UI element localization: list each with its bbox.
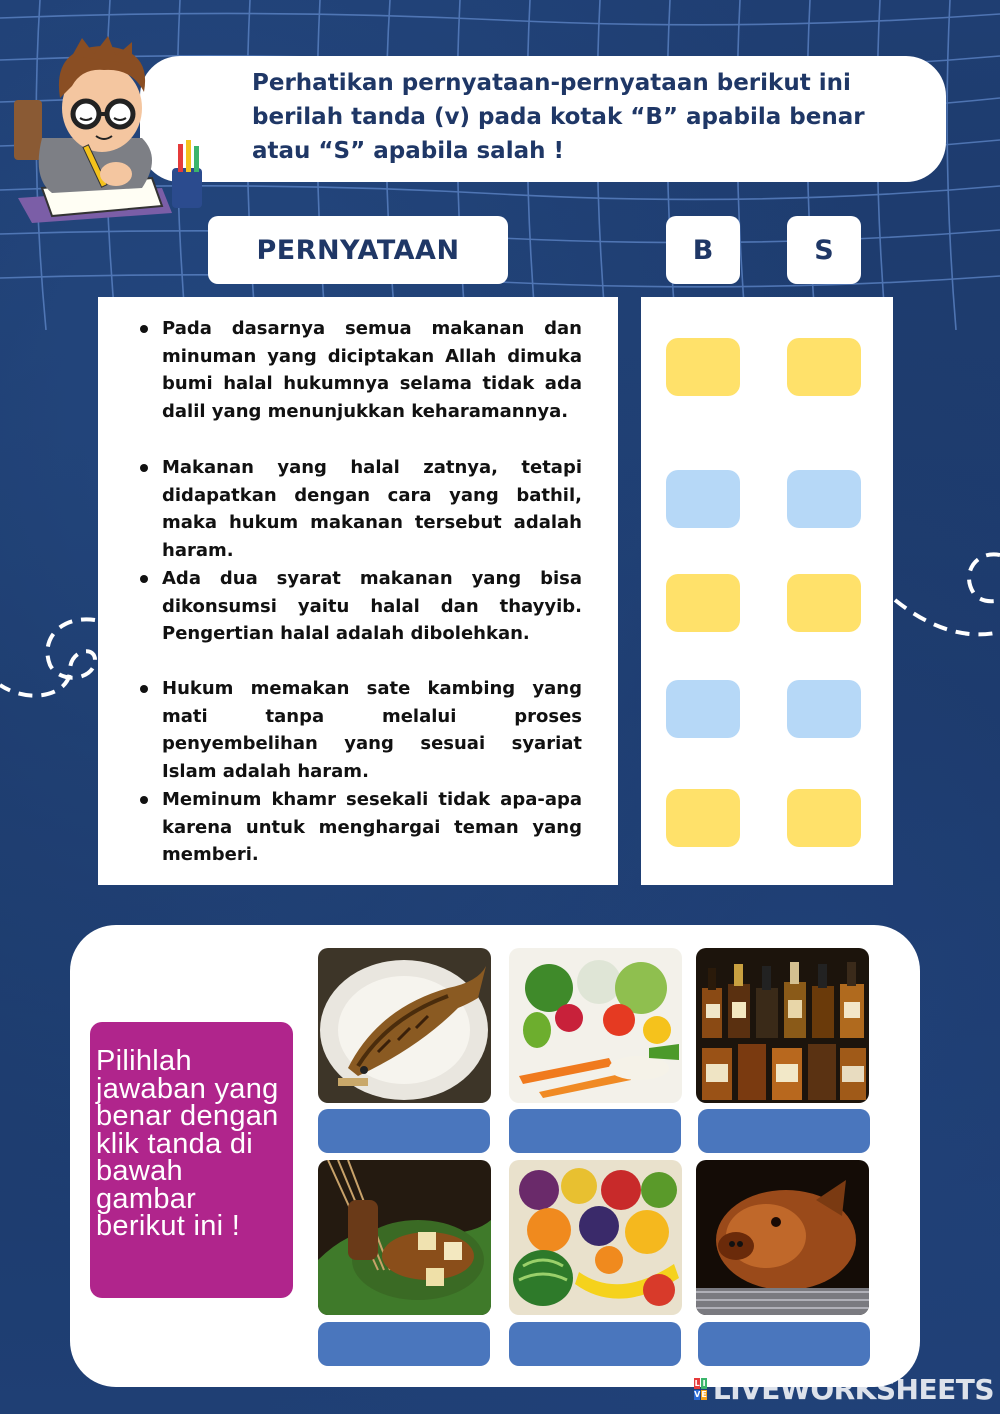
choice-button-liquor-bottles[interactable] bbox=[698, 1109, 870, 1153]
watermark-text: LIVEWORKSHEETS bbox=[712, 1372, 994, 1406]
liveworksheets-watermark bbox=[694, 1374, 994, 1404]
statement-2: Makanan yang halal zatnya, tetapi didapatkan dengan cara yang bathil, maka hukum makanan tersebut adalah haram. bbox=[162, 454, 582, 564]
dashed-loop-right-decoration bbox=[885, 545, 1000, 655]
answer-b-2-checkbox[interactable] bbox=[666, 470, 740, 528]
false-column-header: S bbox=[787, 216, 861, 284]
answer-s-5-checkbox[interactable] bbox=[787, 789, 861, 847]
statement-1: Pada dasarnya semua makanan dan minuman yang diciptakan Allah dimuka bumi halal hukumnya selama tidak ada dalil yang menunjukkan keharamannya. bbox=[162, 315, 582, 425]
choice-button-vegetables[interactable] bbox=[509, 1109, 681, 1153]
liquor-bottles-photo bbox=[696, 948, 869, 1103]
picture-task-instruction: Pilihlah jawaban yang benar dengan klik tanda di bawah gambar berikut ini ! bbox=[96, 1045, 279, 1242]
student-writing-illustration bbox=[12, 28, 212, 228]
answer-s-1-checkbox[interactable] bbox=[787, 338, 861, 396]
satay-photo bbox=[318, 1160, 491, 1315]
grilled-fish-photo bbox=[318, 948, 491, 1103]
instruction-text: Perhatikan pernyataan-pernyataan berikut ini berilah tanda (v) pada kotak “B” apabila benar atau “S” apabila salah ! bbox=[252, 70, 865, 164]
answer-b-5-checkbox[interactable] bbox=[666, 789, 740, 847]
true-column-header: B bbox=[666, 216, 740, 284]
statement-column-header: PERNYATAAN bbox=[208, 216, 508, 284]
statement-5: Meminum khamr sesekali tidak apa-apa karena untuk menghargai teman yang memberi. bbox=[162, 786, 582, 869]
statement-4: Hukum memakan sate kambing yang mati tanpa melalui proses penyembelihan yang sesuai syariat Islam adalah haram. bbox=[162, 675, 582, 785]
statement-3: Ada dua syarat makanan yang bisa dikonsumsi yaitu halal dan thayyib. Pengertian halal adalah dibolehkan. bbox=[162, 565, 582, 648]
roast-pig-photo bbox=[696, 1160, 869, 1315]
choice-button-fruits[interactable] bbox=[509, 1322, 681, 1366]
answer-s-2-checkbox[interactable] bbox=[787, 470, 861, 528]
choice-button-satay[interactable] bbox=[318, 1322, 490, 1366]
answer-b-3-checkbox[interactable] bbox=[666, 574, 740, 632]
answer-s-4-checkbox[interactable] bbox=[787, 680, 861, 738]
statements-panel bbox=[98, 297, 618, 885]
choice-button-roast-pig[interactable] bbox=[698, 1322, 870, 1366]
answer-s-3-checkbox[interactable] bbox=[787, 574, 861, 632]
choice-button-grilled-fish[interactable] bbox=[318, 1109, 490, 1153]
vegetables-photo bbox=[509, 948, 682, 1103]
answer-b-1-checkbox[interactable] bbox=[666, 338, 740, 396]
fruits-photo bbox=[509, 1160, 682, 1315]
answer-b-4-checkbox[interactable] bbox=[666, 680, 740, 738]
liveworksheets-logo-icon: L I V E bbox=[694, 1378, 707, 1400]
